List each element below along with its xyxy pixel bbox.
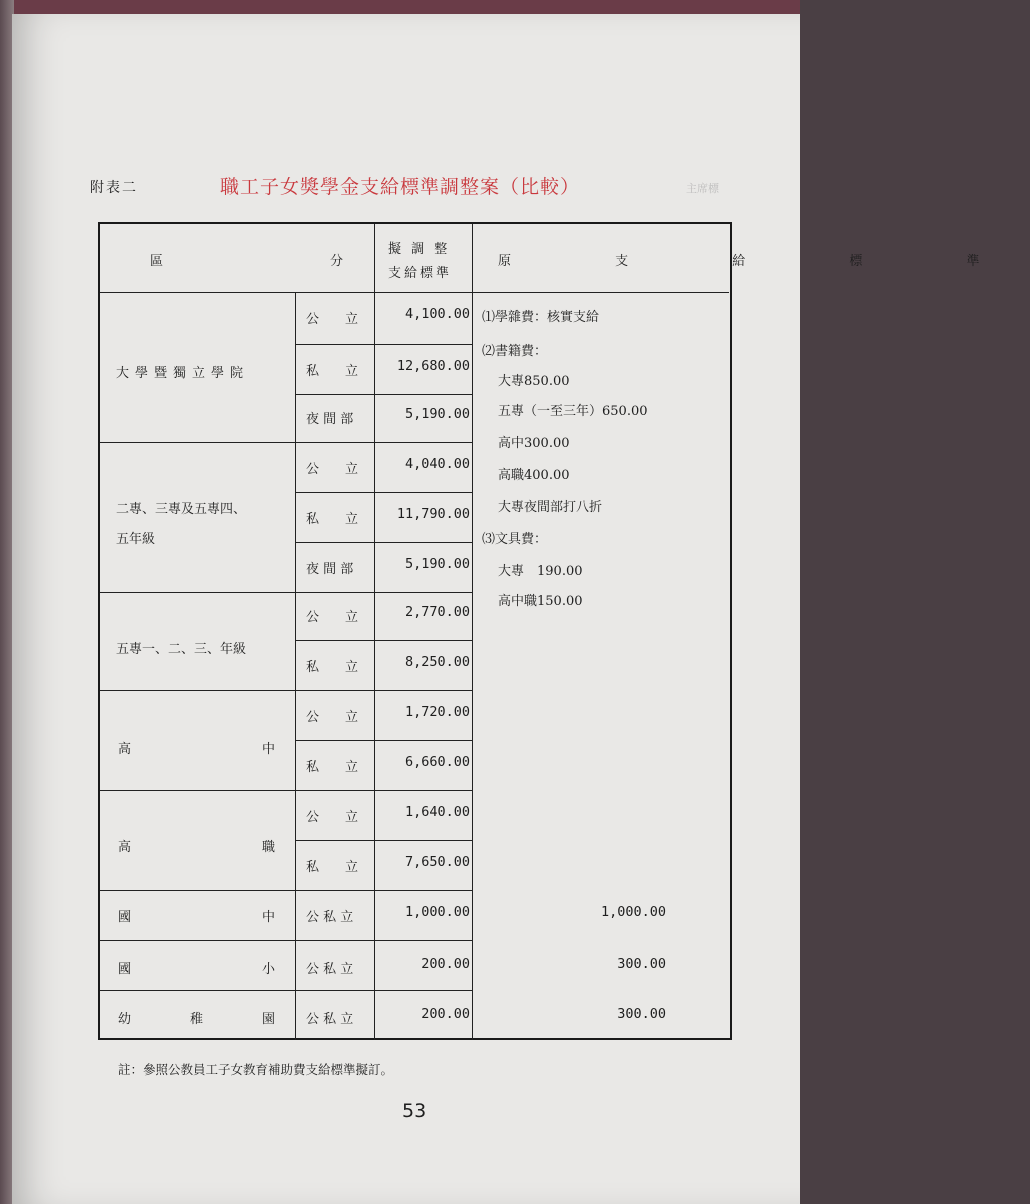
original-item: 高中職150.00 [498, 594, 583, 609]
row-type: 私 立 [306, 512, 359, 527]
row-type: 私 立 [306, 860, 359, 875]
original-item: ⑶文具費： [482, 532, 548, 547]
appendix-label: 附表二 [90, 180, 138, 196]
original-item: 高中300.00 [498, 436, 570, 451]
header-proposed-2: 支給標準 [388, 266, 453, 281]
proposed-amount: 8,250.00 [404, 654, 470, 670]
row-divider [295, 542, 472, 543]
row-type: 夜 間 部 [306, 562, 354, 577]
row-type: 公 私 立 [306, 962, 354, 977]
proposed-amount: 1,640.00 [404, 804, 470, 820]
col-divider [295, 292, 296, 1040]
original-item: 大專夜間部打八折 [498, 500, 603, 515]
group-divider [100, 990, 472, 991]
group-kindergarten-right: 園 [262, 1012, 276, 1027]
margin-mark: 主席標 [686, 182, 719, 195]
header-category: 分 [330, 254, 344, 269]
original-item: 大專850.00 [498, 374, 570, 389]
row-type: 公 立 [306, 710, 359, 725]
original-amount: 300.00 [617, 956, 666, 972]
proposed-amount: 5,190.00 [404, 556, 470, 572]
group-vocational-right: 職 [262, 840, 276, 855]
original-item: ⑴學雜費：核實支給 [482, 310, 600, 325]
original-item: 大專 190.00 [498, 564, 583, 579]
row-type: 公 私 立 [306, 1012, 354, 1027]
group-junior-college-line1: 二專、三專及五專四、 [116, 502, 247, 517]
header-divider [100, 292, 729, 293]
row-type: 私 立 [306, 760, 359, 775]
group-divider [100, 442, 472, 443]
original-item: 高職400.00 [498, 468, 570, 483]
row-divider [295, 640, 472, 641]
group-divider [100, 890, 472, 891]
row-type: 公 立 [306, 462, 359, 477]
original-item: ⑵書籍費： [482, 344, 548, 359]
group-elementary-right: 小 [262, 962, 276, 977]
original-amount: 1,000.00 [600, 904, 666, 920]
page-title: 職工子女獎學金支給標準調整案（比較） [220, 176, 581, 198]
group-divider [100, 790, 472, 791]
proposed-amount: 2,770.00 [404, 604, 470, 620]
group-divider [100, 940, 472, 941]
group-junior-high-right: 中 [262, 910, 276, 925]
row-type: 公 立 [306, 610, 359, 625]
group-junior-college-line2: 五年級 [116, 532, 156, 547]
group-junior-high-left: 國 [118, 910, 132, 925]
row-type: 私 立 [306, 660, 359, 675]
group-elementary-left: 國 [118, 962, 132, 977]
proposed-amount: 200.00 [421, 1006, 470, 1022]
row-type: 公 私 立 [306, 910, 354, 925]
proposed-amount: 5,190.00 [404, 406, 470, 422]
original-item: 五專（一至三年）650.00 [498, 404, 648, 419]
col-divider [472, 224, 473, 1040]
page-number: 53 [402, 1100, 427, 1122]
header-original: 原 支 給 標 準 [498, 254, 1030, 269]
group-senior-high-right: 中 [262, 742, 276, 757]
group-divider [100, 690, 472, 691]
proposed-amount: 12,680.00 [396, 358, 470, 374]
group-five-year-junior: 五專一、二、三、年級 [116, 642, 247, 657]
group-kindergarten-mid: 稚 [190, 1012, 204, 1027]
book-top-edge [0, 0, 800, 14]
proposed-amount: 4,040.00 [404, 456, 470, 472]
row-divider [295, 344, 472, 345]
row-divider [295, 740, 472, 741]
row-type: 公 立 [306, 810, 359, 825]
header-region: 區 [150, 254, 164, 269]
proposed-amount: 200.00 [421, 956, 470, 972]
group-divider [100, 592, 472, 593]
group-vocational-left: 高 [118, 840, 132, 855]
proposed-amount: 7,650.00 [404, 854, 470, 870]
row-divider [295, 394, 472, 395]
row-divider [295, 492, 472, 493]
proposed-amount: 4,100.00 [404, 306, 470, 322]
header-proposed-1: 擬 調 整 [388, 242, 451, 257]
group-kindergarten-left: 幼 [118, 1012, 132, 1027]
proposed-amount: 11,790.00 [396, 506, 470, 522]
proposed-amount: 1,720.00 [404, 704, 470, 720]
group-university: 大學暨獨立學院 [116, 366, 250, 381]
group-senior-high-left: 高 [118, 742, 132, 757]
row-type: 夜 間 部 [306, 412, 354, 427]
row-type: 公 立 [306, 312, 359, 327]
proposed-amount: 6,660.00 [404, 754, 470, 770]
original-amount: 300.00 [617, 1006, 666, 1022]
footnote: 註：參照公教員工子女教育補助費支給標準擬訂。 [118, 1062, 394, 1077]
row-type: 私 立 [306, 364, 359, 379]
row-divider [295, 840, 472, 841]
proposed-amount: 1,000.00 [404, 904, 470, 920]
